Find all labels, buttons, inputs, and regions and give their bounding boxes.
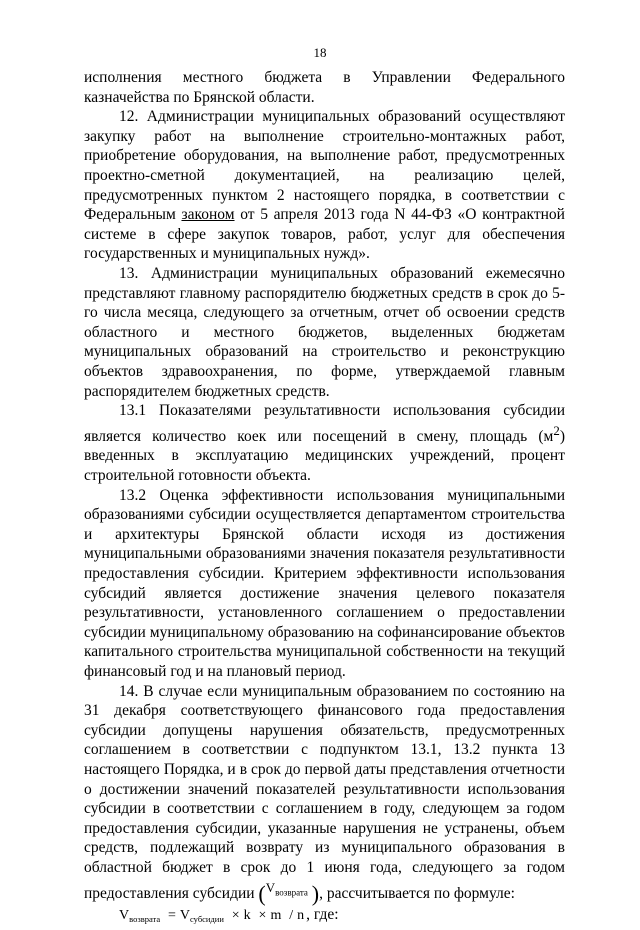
paragraph-continuation: исполнения местного бюджета в Управлении Федерального казначейства по Брянской области. (84, 69, 565, 106)
paragraph-12-text-end: от 5 апреля 2013 года N 44-ФЗ «О контрактной системе в сфере закупок товаров, работ, услуг для обеспечения государственных и муниципальных нужд». (84, 206, 565, 263)
formula-v-sub: субсидии (190, 914, 224, 925)
formula-m: m (270, 908, 282, 924)
formula-equals: = (167, 908, 176, 924)
paragraph-13: 13. Администрации муниципальных образований ежемесячно представляют главному распорядителю бюджетных средств в срок до 5-го числа месяца, следующего за отчетным, отчет об освоении средств областного и местного бюджетов, выделенных бюджетам муниципальных образований на строительство и реконструкцию объектов здравоохранения, по форме, утверждаемой главным распорядителем бюджетных средств. (84, 264, 565, 400)
refund-formula (84, 905, 565, 930)
formula-tail: , где: (306, 906, 339, 924)
formula-k: k (243, 908, 251, 924)
formula-times-1: × (231, 908, 240, 924)
paragraph-14-text-end: , рассчитывается по формуле: (319, 884, 515, 902)
area-unit-superscript: 2 (553, 422, 560, 438)
formula-divide: / (289, 908, 294, 924)
formula-v: V (179, 908, 191, 924)
inline-symbol-v: V (265, 879, 276, 895)
formula-lhs-sub: возврата (129, 914, 161, 925)
inline-symbol-sub: возврата (275, 887, 308, 898)
paragraph-13-1 (84, 401, 565, 486)
paragraph-12 (84, 107, 565, 264)
paragraph-13-1-text: 13.1 Показателями результативности использования субсидии является количество коек или посещений в смену, площадь (м (84, 402, 565, 445)
formula-lhs: V (119, 908, 130, 924)
page-number: 18 (313, 45, 327, 60)
paragraph-14-text: 14. В случае если муниципальным образованием по состоянию на 31 декабря соответствующего финансового года предоставления субсидии допущены нарушения обязательств, предусмотренных соглашением в соответствии с подпунктом 13.1, 13.2 пункта 13 настоящего Порядка, и в срок до первой даты представления отчетности о достижении значений показателей результативности использования субсидии в соответствии с соглашением в году, следующем за годом предоставления субсидии, указанные нарушения не устранены, объем средств, подлежащий возврату из муниципального образования в областной бюджет в срок до 1 июня года, следующего за годом предоставления субсидии (84, 682, 565, 902)
paragraph-14 (84, 682, 565, 904)
paragraph-13-2: 13.2 Оценка эффективности использования муниципальными образованиями субсидии осуществляется департаментом строительства и архитектуры Брянской области исходя из достижения муниципальными образованиями значения показателя результативности предоставления субсидии. Критерием эффективности использования субсидий является достижение значения целевого показателя результативности, установленного соглашением о предоставлении субсидии муниципальному образованию на софинансирование объектов капитального строительства муниципальной собственности на текущий финансовый год и на плановый период. (84, 486, 565, 680)
law-link[interactable]: законом (181, 206, 235, 224)
inline-refund-symbol: ($^{V_{возврата}}$ ) (258, 879, 320, 906)
paragraph-13-1-text-end: ) введенных в эксплуатацию медицинских учреждений, процент строительной готовности объекта. (84, 427, 565, 485)
formula-times-2: × (258, 908, 267, 924)
document-body (84, 68, 565, 930)
paragraph-12-text: 12. Администрации муниципальных образований осуществляют закупку работ на выполнение строительно-монтажных работ, приобретение оборудования, на выполнение работ, предусмотренных проектно-сметной документацией, на реализацию целей, предусмотренных пунктом 2 настоящего порядка, в соответствии с Федеральным (84, 108, 565, 224)
formula-n: n (297, 908, 305, 924)
